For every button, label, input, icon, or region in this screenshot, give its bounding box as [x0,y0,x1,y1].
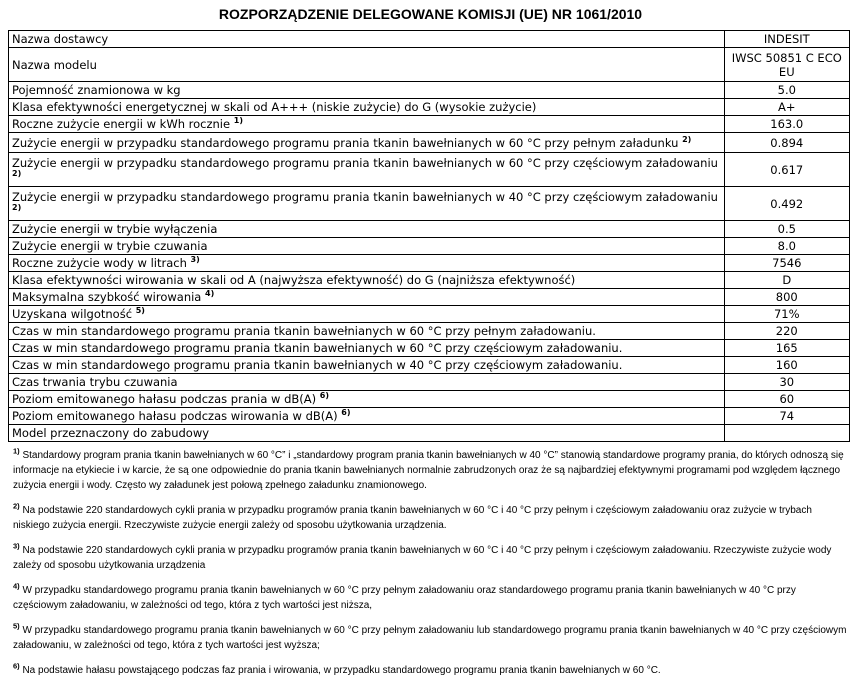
row-label [9,82,725,99]
row-label [9,133,725,153]
row-label-text: Czas w min standardowego programu prania tkanin bawełnianych w 40 °C przy częściowym załadowaniu. [12,358,623,372]
row-label-text: Zużycie energii w trybie wyłączenia [12,222,218,236]
row-label-text: Czas w min standardowego programu prania tkanin bawełnianych w 60 °C przy częściowym załadowaniu. [12,341,623,355]
row-label-text: Klasa efektywności energetycznej w skali od A+++ (niskie zużycie) do G (wysokie zużycie) [12,100,537,114]
specification-table [8,30,850,442]
table-row [9,425,850,442]
footnote [13,448,848,493]
row-value: 163.0 [724,116,849,133]
row-label-text: Klasa efektywności wirowania w skali od A (najwyższa efektywność) do G (najniższa efektywność) [12,273,576,287]
table-row [9,238,850,255]
table-row [9,187,850,221]
row-label [9,340,725,357]
row-label [9,391,725,408]
footnotes [13,448,848,688]
row-label [9,221,725,238]
row-label [9,357,725,374]
table-row [9,116,850,133]
table-row [9,374,850,391]
row-label-text: Nazwa dostawcy [12,32,109,46]
row-label-text: Poziom emitowanego hałasu podczas wirowania w dB(A) [12,409,338,423]
row-label [9,99,725,116]
footnote-ref: 6) [319,391,330,401]
table-row [9,221,850,238]
table-row [9,153,850,187]
row-value: 7546 [724,255,849,272]
row-label-text: Czas w min standardowego programu prania tkanin bawełnianych w 60 °C przy pełnym załadowaniu. [12,324,596,338]
row-value: 60 [724,391,849,408]
row-value: 0.894 [724,133,849,153]
row-label-text: Zużycie energii w trybie czuwania [12,239,208,253]
table-row [9,82,850,99]
row-value: 5.0 [724,82,849,99]
table-row [9,289,850,306]
row-value: 220 [724,323,849,340]
row-label-text: Czas trwania trybu czuwania [12,375,178,389]
table-row [9,340,850,357]
row-label-text: Poziom emitowanego hałasu podczas prania w dB(A) [12,392,317,406]
row-value: 0.5 [724,221,849,238]
table-row [9,133,850,153]
row-label [9,153,725,187]
row-value: 160 [724,357,849,374]
footnote-text: Standardowy program prania tkanin bawełnianych w 60 °C” i „standardowy program prania tkanin bawełnianych w 40 °C” stanowią standardowe programy prania, do których odnoszą się informacje na etykiecie i w karcie, że są one odpowiednie do prania tkanin bawełnianych normalnie zabrudzonych oraz że są najbardziej efektywnymi programami pod względem łącznego zużycia energii i wody. Często wy załadunek jest połową zpełnego załadunku znamionowego. [13,450,844,491]
row-label [9,408,725,425]
footnote-number: 3) [13,541,20,551]
footnote-ref: 2) [12,168,22,178]
row-label-text: Uzyskana wilgotność [12,307,133,321]
row-value: 0.492 [724,187,849,221]
footnote-ref: 4) [205,289,215,299]
footnote [13,583,848,613]
row-label-text: Zużycie energii w przypadku standardowego programu prania tkanin bawełnianych w 60 °C przy pełnym załadunku [12,135,679,150]
table-row [9,31,850,48]
footnote-ref: 5) [135,306,145,316]
row-label [9,289,725,306]
row-label-text: Pojemność znamionowa w kg [12,83,181,97]
table-row [9,48,850,82]
row-label [9,238,725,255]
footnote-number: 4) [13,581,20,591]
row-value: INDESIT [724,31,849,48]
footnote-ref: 3) [190,255,200,265]
row-label [9,306,725,323]
footnote-number: 2) [13,501,20,511]
footnote-number: 1) [13,446,20,456]
row-value: D [724,272,849,289]
footnote-text: Na podstawie 220 standardowych cykli prania w przypadku programów prania tkanin bawełnianych w 60 °C i 40 °C przy pełnym i częściowym załadowaniu oraz zużycie w trybach niskiego zużycia energii. Rzeczywiste zużycie energii zależy od sposobu użytkowania urządzenia. [13,505,812,531]
row-label-text: Roczne zużycie energii w kWh rocznie [12,117,231,131]
footnote-ref: 2) [12,202,22,212]
row-value: 71% [724,306,849,323]
table-row [9,391,850,408]
table-row [9,408,850,425]
row-value: 800 [724,289,849,306]
row-value [724,425,849,442]
row-label-text: Nazwa modelu [12,57,97,72]
row-label [9,374,725,391]
row-label-text: Zużycie energii w przypadku standardowego programu prania tkanin bawełnianych w 60 °C przy częściowym załadowaniu [12,155,718,170]
document-title: ROZPORZĄDZENIE DELEGOWANE KOMISJI (UE) NR 1061/2010 [218,6,643,22]
row-label-text: Roczne zużycie wody w litrach [12,256,187,270]
footnote [13,543,848,573]
table-row [9,323,850,340]
row-label-text: Model przeznaczony do zabudowy [12,426,210,440]
row-label [9,187,725,221]
table-row [9,306,850,323]
footnote-number: 6) [13,661,20,671]
footnote-ref: 6) [341,408,351,418]
footnote [13,663,848,678]
table-row [9,272,850,289]
footnote-text: W przypadku standardowego programu prania tkanin bawełnianych w 60 °C przy pełnym załadowaniu oraz standardowego programu prania tkanin bawełnianych w 40 °C przy częściowym załadowaniu, w zależności od tego, która z tych wartości jest niższa, [13,585,796,611]
footnote-ref: 2) [682,134,692,144]
footnote-text: Na podstawie 220 standardowych cykli prania w przypadku programów prania tkanin bawełnianych w 60 °C i 40 °C przy pełnym i częściowym załadowaniu. Rzeczywiste zużycie wody zależy od sposobu użytkowania urządzenia [13,545,832,571]
table-row [9,357,850,374]
row-value: 74 [724,408,849,425]
row-label [9,425,725,442]
footnote-number: 5) [13,621,20,631]
row-label [9,116,725,133]
row-label-text: Zużycie energii w przypadku standardowego programu prania tkanin bawełnianych w 40 °C przy częściowym załadowaniu [12,189,718,204]
row-label [9,272,725,289]
row-value: A+ [724,99,849,116]
row-value: 165 [724,340,849,357]
footnote [13,503,848,533]
row-value: 30 [724,374,849,391]
row-label [9,31,725,48]
footnote-text: W przypadku standardowego programu prania tkanin bawełnianych w 60 °C przy pełnym załadowaniu lub standardowego programu prania tkanin bawełnianych w 40 °C przy częściowym załadowaniu, w zależności od tego, która z tych wartości jest wyższa; [13,625,847,651]
row-label [9,323,725,340]
row-value: IWSC 50851 C ECO EU [724,48,849,82]
table-row [9,99,850,116]
row-label [9,48,725,82]
table-row [9,255,850,272]
row-label-text: Maksymalna szybkość wirowania [12,290,202,304]
footnote-text: Na podstawie hałasu powstającego podczas faz prania i wirowania, w przypadku standardowego programu prania tkanin bawełnianych w 60 °C. [22,665,661,676]
row-label [9,255,725,272]
footnote-ref: 1) [233,116,243,126]
row-value: 8.0 [724,238,849,255]
footnote [13,623,848,653]
row-value: 0.617 [724,153,849,187]
